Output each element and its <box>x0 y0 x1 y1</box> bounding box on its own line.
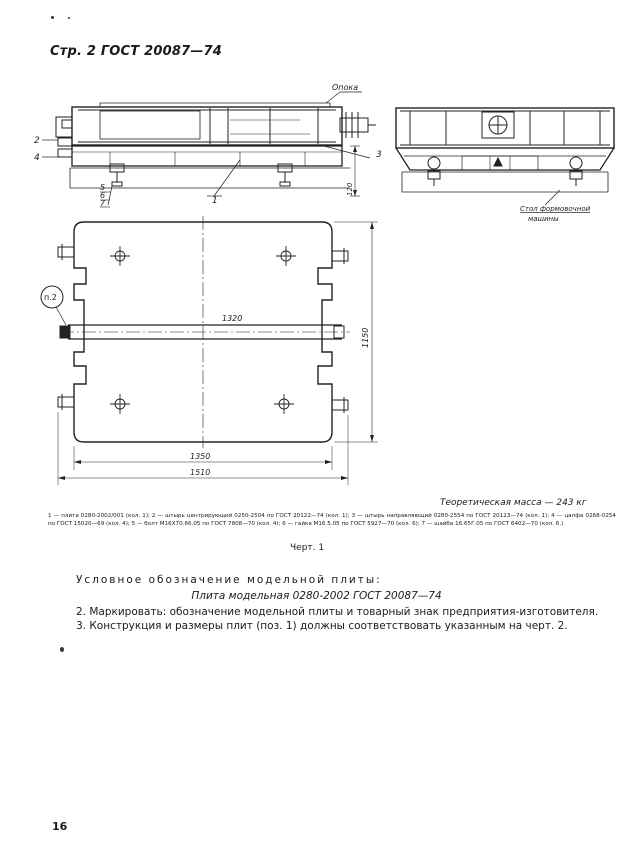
end-view <box>396 108 614 205</box>
item-3-construction: 3. Конструкция и размеры плит (поз. 1) должны соответствовать указанным на черт. 2. <box>76 620 568 632</box>
figure-caption: Черт. 1 <box>290 543 325 553</box>
plate-designation: Плита модельная 0280-2002 ГОСТ 20087—74 <box>191 590 442 602</box>
side-view <box>42 92 376 207</box>
label-machine-table-2: машины <box>528 215 559 223</box>
pos-1: 1 <box>212 196 218 206</box>
label-machine-table: Стол формовочной <box>520 205 591 213</box>
label-p2: п.2 <box>44 293 57 302</box>
pos-2: 2 <box>34 136 40 146</box>
theoretical-mass: Теоретическая масса — 243 кг <box>440 498 587 508</box>
pos-5: 5 <box>100 183 106 192</box>
scan-speck <box>60 647 64 652</box>
conditional-designation-heading: Условное обозначение модельной плиты: <box>76 574 382 586</box>
pos-4: 4 <box>34 153 40 163</box>
dim-1350: 1350 <box>190 452 211 461</box>
plan-view <box>41 216 378 485</box>
parts-legend: 1 — плита 0280-2002/001 (кол. 1); 2 — штырь центрирующий 0250-2504 по ГОСТ 20122—74 (кол. 1); 3 — штырь направляющий 0280-2554 по ГОСТ 20123—74 (кол. 1); 4 — цапфа 0268-0254 по ГОСТ 15020—69 (кол. 4); 5 — болт М16Х70.66.05 по ГОСТ 7808—70 (кол. 4); 6 — гайка М16.5.05 по ГОСТ 5927—70 (кол. 6); 7 — шайба 16.65Г.05 по ГОСТ 6402—70 (кол. 6.) <box>48 513 616 528</box>
dim-120: 120 <box>346 182 354 196</box>
dim-1320: 1320 <box>222 314 243 323</box>
pos-3: 3 <box>376 150 382 160</box>
label-opoka: Опока <box>332 83 359 92</box>
dim-1150: 1150 <box>361 327 370 348</box>
page-header: Стр. 2 ГОСТ 20087—74 <box>50 44 223 59</box>
item-2-marking: 2. Маркировать: обозначение модельной плиты и товарный знак предприятия-изготовителя. <box>76 606 599 618</box>
dim-1510: 1510 <box>190 468 211 477</box>
pos-7: 7 <box>100 199 106 208</box>
page-number: 16 <box>52 820 68 833</box>
pos-6: 6 <box>100 191 106 200</box>
